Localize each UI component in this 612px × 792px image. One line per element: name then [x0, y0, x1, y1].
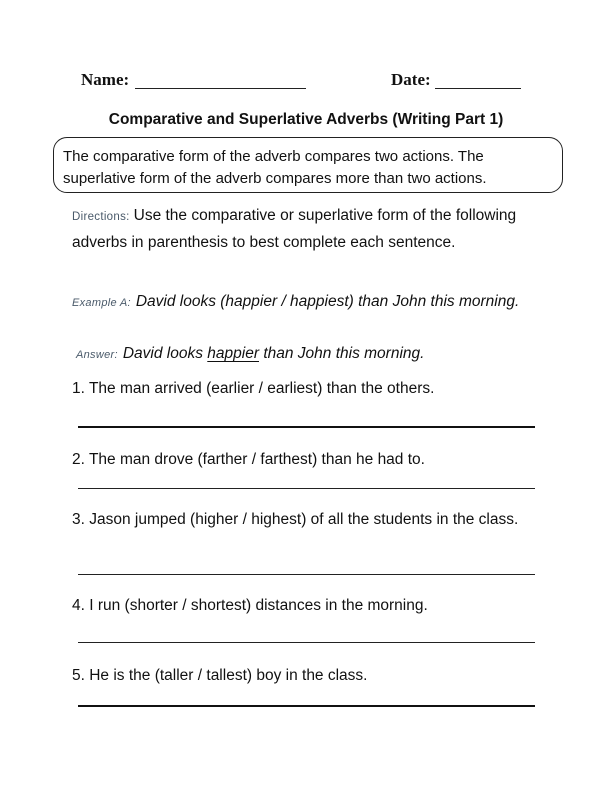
definition-box	[53, 137, 563, 193]
answer-label: Answer:	[76, 349, 118, 361]
question-4: 4. I run (shorter / shortest) distances in the morning.	[72, 597, 428, 614]
question-3: 3. Jason jumped (higher / highest) of all the students in the class.	[72, 511, 519, 528]
answer	[76, 341, 546, 368]
answer-line-2[interactable]	[78, 488, 535, 489]
definition-line-2: superlative form of the adverb compares more than two actions.	[63, 170, 487, 187]
answer-line-1[interactable]	[78, 426, 535, 428]
question-5: 5. He is the (taller / tallest) boy in the class.	[72, 667, 368, 684]
answer-after: than John this morning.	[263, 345, 425, 362]
answer-line-5[interactable]	[78, 705, 535, 707]
worksheet-title: Comparative and Superlative Adverbs (Writing Part 1)	[108, 111, 504, 128]
date-field-line[interactable]	[435, 88, 521, 89]
answer-word: happier	[207, 345, 259, 362]
name-label: Name:	[81, 70, 130, 89]
answer-line-3[interactable]	[78, 574, 535, 575]
name-field-line[interactable]	[135, 88, 306, 89]
question-2: 2. The man drove (farther / farthest) than he had to.	[72, 451, 425, 468]
example-text: David looks (happier / happiest) than John this morning.	[135, 293, 520, 310]
definition-line-1: The comparative form of the adverb compares two actions. The	[63, 148, 484, 165]
date-label: Date:	[391, 70, 431, 89]
question-1: 1. The man arrived (earlier / earliest) than the others.	[72, 380, 435, 397]
example	[72, 289, 542, 316]
answer-line-4[interactable]	[78, 642, 535, 643]
directions	[72, 203, 542, 256]
answer-before: David looks	[122, 345, 203, 362]
directions-text: Use the comparative or superlative form of the following adverbs in parenthesis to best complete each sentence.	[72, 207, 517, 251]
example-label: Example A:	[72, 297, 131, 309]
directions-label: Directions:	[72, 211, 130, 223]
